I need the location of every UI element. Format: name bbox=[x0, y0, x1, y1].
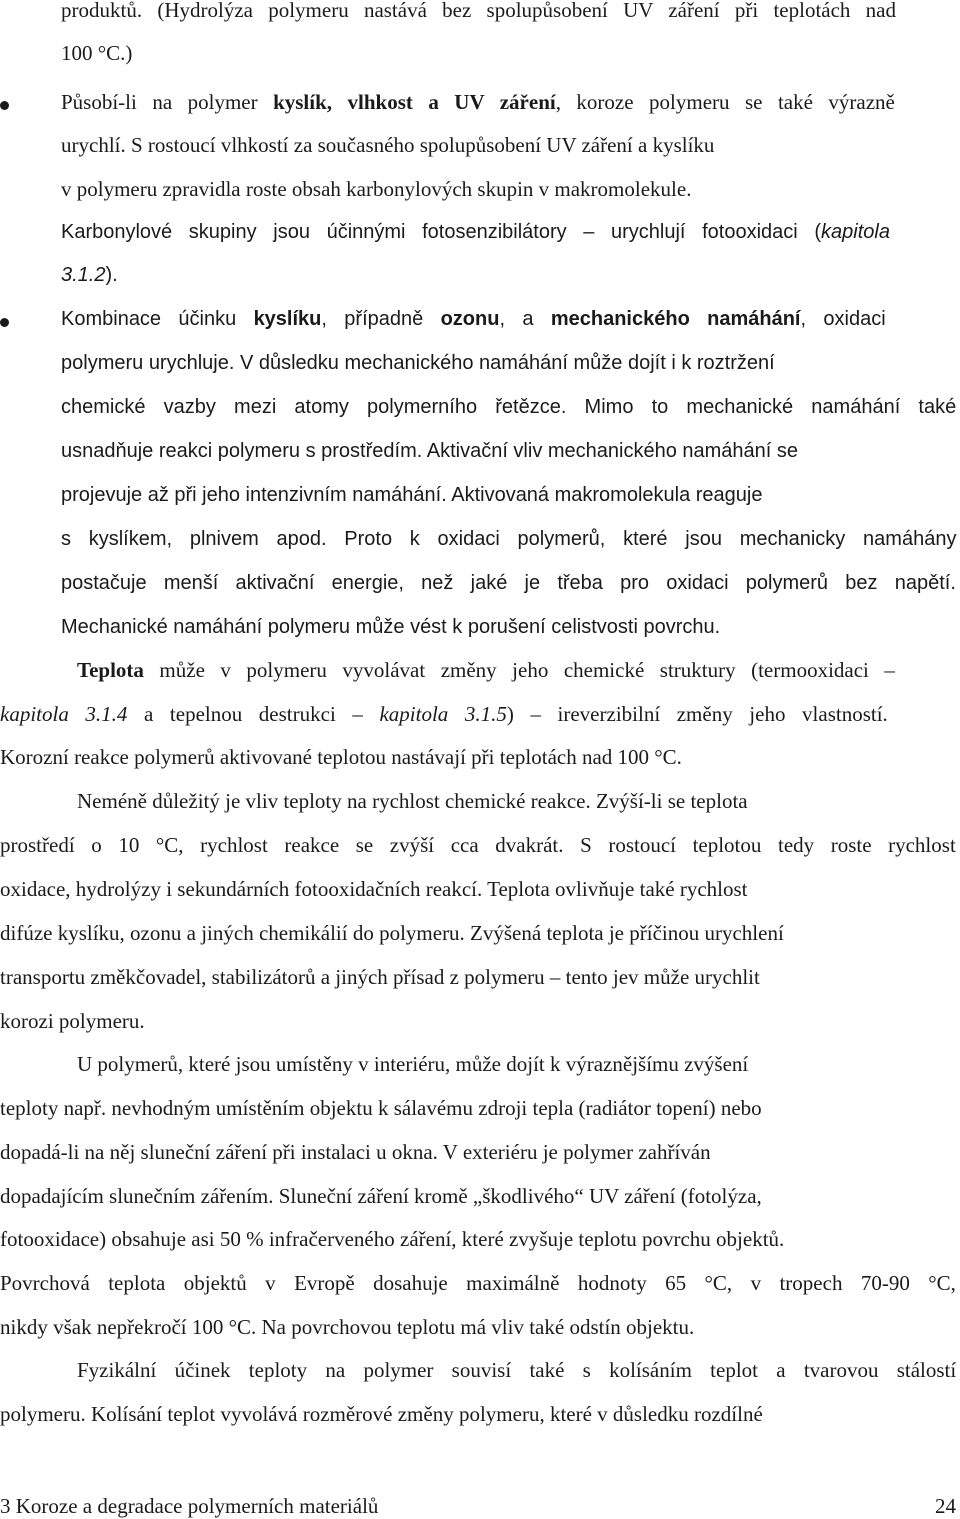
text-line: Mechanické namáhání polymeru může vést k porušení celistvosti povrchu. bbox=[61, 616, 721, 638]
text-line: transportu změkčovadel, stabilizátorů a jiných přísad z polymeru – tento jev může urychlit bbox=[0, 965, 760, 989]
rich-line: Karbonylové skupiny jsou účinnými fotosenzibilátory – urychlují fotooxidaci (kapitola bbox=[61, 221, 890, 243]
rich-line: Působí-li na polymer kyslík, vlhkost a UV záření, koroze polymeru se také výrazně bbox=[61, 90, 895, 114]
page-footer bbox=[0, 1494, 956, 1519]
text-line: postačuje menší aktivační energie, než jaké je třeba pro oxidaci polymerů bez napětí. bbox=[61, 572, 956, 594]
text-line: nikdy však nepřekročí 100 °C. Na povrchovou teplotu má vliv také odstín objektu. bbox=[0, 1315, 695, 1339]
text-line: U polymerů, které jsou umístěny v interiéru, může dojít k výraznějšímu zvýšení bbox=[77, 1052, 749, 1076]
rich-line: Teplota může v polymeru vyvolávat změny jeho chemické struktury (termooxidaci – bbox=[77, 658, 895, 682]
text-line: produktů. (Hydrolýza polymeru nastává bez spolupůsobení UV záření při teplotách nad bbox=[61, 0, 896, 22]
text-line: dopadajícím slunečním zářením. Sluneční záření kromě „škodlivého“ UV záření (fotolýza, bbox=[0, 1184, 762, 1208]
footer-chapter-title: 3 Koroze a degradace polymerních materiálů bbox=[0, 1494, 379, 1518]
text-line: teploty např. nevhodným umístěním objektu k sálavému zdroji tepla (radiátor topení) nebo bbox=[0, 1096, 762, 1120]
bullet-marker bbox=[0, 101, 9, 110]
text-line: difúze kyslíku, ozonu a jiných chemikálií do polymeru. Zvýšená teplota je příčinou urychlení bbox=[0, 921, 784, 945]
text-line bbox=[61, 309, 886, 329]
text-line bbox=[77, 660, 895, 681]
text-line: fotooxidace) obsahuje asi 50 % infračerveného záření, které zvyšuje teplotu povrchu objektů. bbox=[0, 1227, 785, 1251]
text-line bbox=[61, 222, 890, 242]
text-line: korozi polymeru. bbox=[0, 1009, 145, 1033]
text-line: oxidace, hydrolýzy i sekundárních fotooxidačních reakcí. Teplota ovlivňuje také rychlost bbox=[0, 877, 748, 901]
text-line: s kyslíkem, plnivem apod. Proto k oxidaci polymerů, které jsou mechanicky namáhány bbox=[61, 528, 957, 550]
text-line: 100 °C.) bbox=[61, 41, 133, 65]
text-line: urychlí. S rostoucí vlhkostí za současného spolupůsobení UV záření a kyslíku bbox=[61, 133, 715, 157]
text-line bbox=[61, 265, 118, 285]
text-line: Korozní reakce polymerů aktivované teplotou nastávají při teplotách nad 100 °C. bbox=[0, 745, 682, 769]
text-line: usnadňuje reakci polymeru s prostředím. Aktivační vliv mechanického namáhání se bbox=[61, 440, 799, 462]
text-line: Fyzikální účinek teploty na polymer souvisí také s kolísáním teplot a tvarovou stálostí bbox=[77, 1358, 957, 1382]
rich-line: Kombinace účinku kyslíku, případně ozonu, a mechanického namáhání, oxidaci bbox=[61, 308, 886, 330]
text-line: projevuje až při jeho intenzivním namáhání. Aktivovaná makromolekula reaguje bbox=[61, 484, 763, 506]
text-line bbox=[61, 92, 895, 113]
text-line: dopadá-li na něj sluneční záření při instalaci u okna. V exteriéru je polymer zahříván bbox=[0, 1140, 711, 1164]
text-line: polymeru. Kolísání teplot vyvolává rozměrové změny polymeru, které v důsledku rozdílné bbox=[0, 1402, 763, 1426]
text-line bbox=[0, 704, 888, 725]
text-line: chemické vazby mezi atomy polymerního řetězce. Mimo to mechanické namáhání také bbox=[61, 396, 957, 418]
text-line: prostředí o 10 °C, rychlost reakce se zvýší cca dvakrát. S rostoucí teplotou tedy roste rychlost bbox=[0, 833, 956, 857]
text-line: v polymeru zpravidla roste obsah karbonylových skupin v makromolekule. bbox=[61, 177, 692, 201]
rich-line: kapitola 3.1.4 a tepelnou destrukci – kapitola 3.1.5) – ireverzibilní změny jeho vlastností. bbox=[0, 702, 888, 726]
bullet-marker bbox=[0, 318, 9, 327]
text-line: Neméně důležitý je vliv teploty na rychlost chemické reakce. Zvýší-li se teplota bbox=[77, 789, 748, 813]
text-line: Povrchová teplota objektů v Evropě dosahuje maximálně hodnoty 65 °C, v tropech 70-90 °C, bbox=[0, 1271, 956, 1295]
text-line: polymeru urychluje. V důsledku mechanického namáhání může dojít i k roztržení bbox=[61, 352, 775, 374]
page-number: 24 bbox=[935, 1494, 956, 1518]
rich-line: 3.1.2). bbox=[61, 264, 118, 286]
